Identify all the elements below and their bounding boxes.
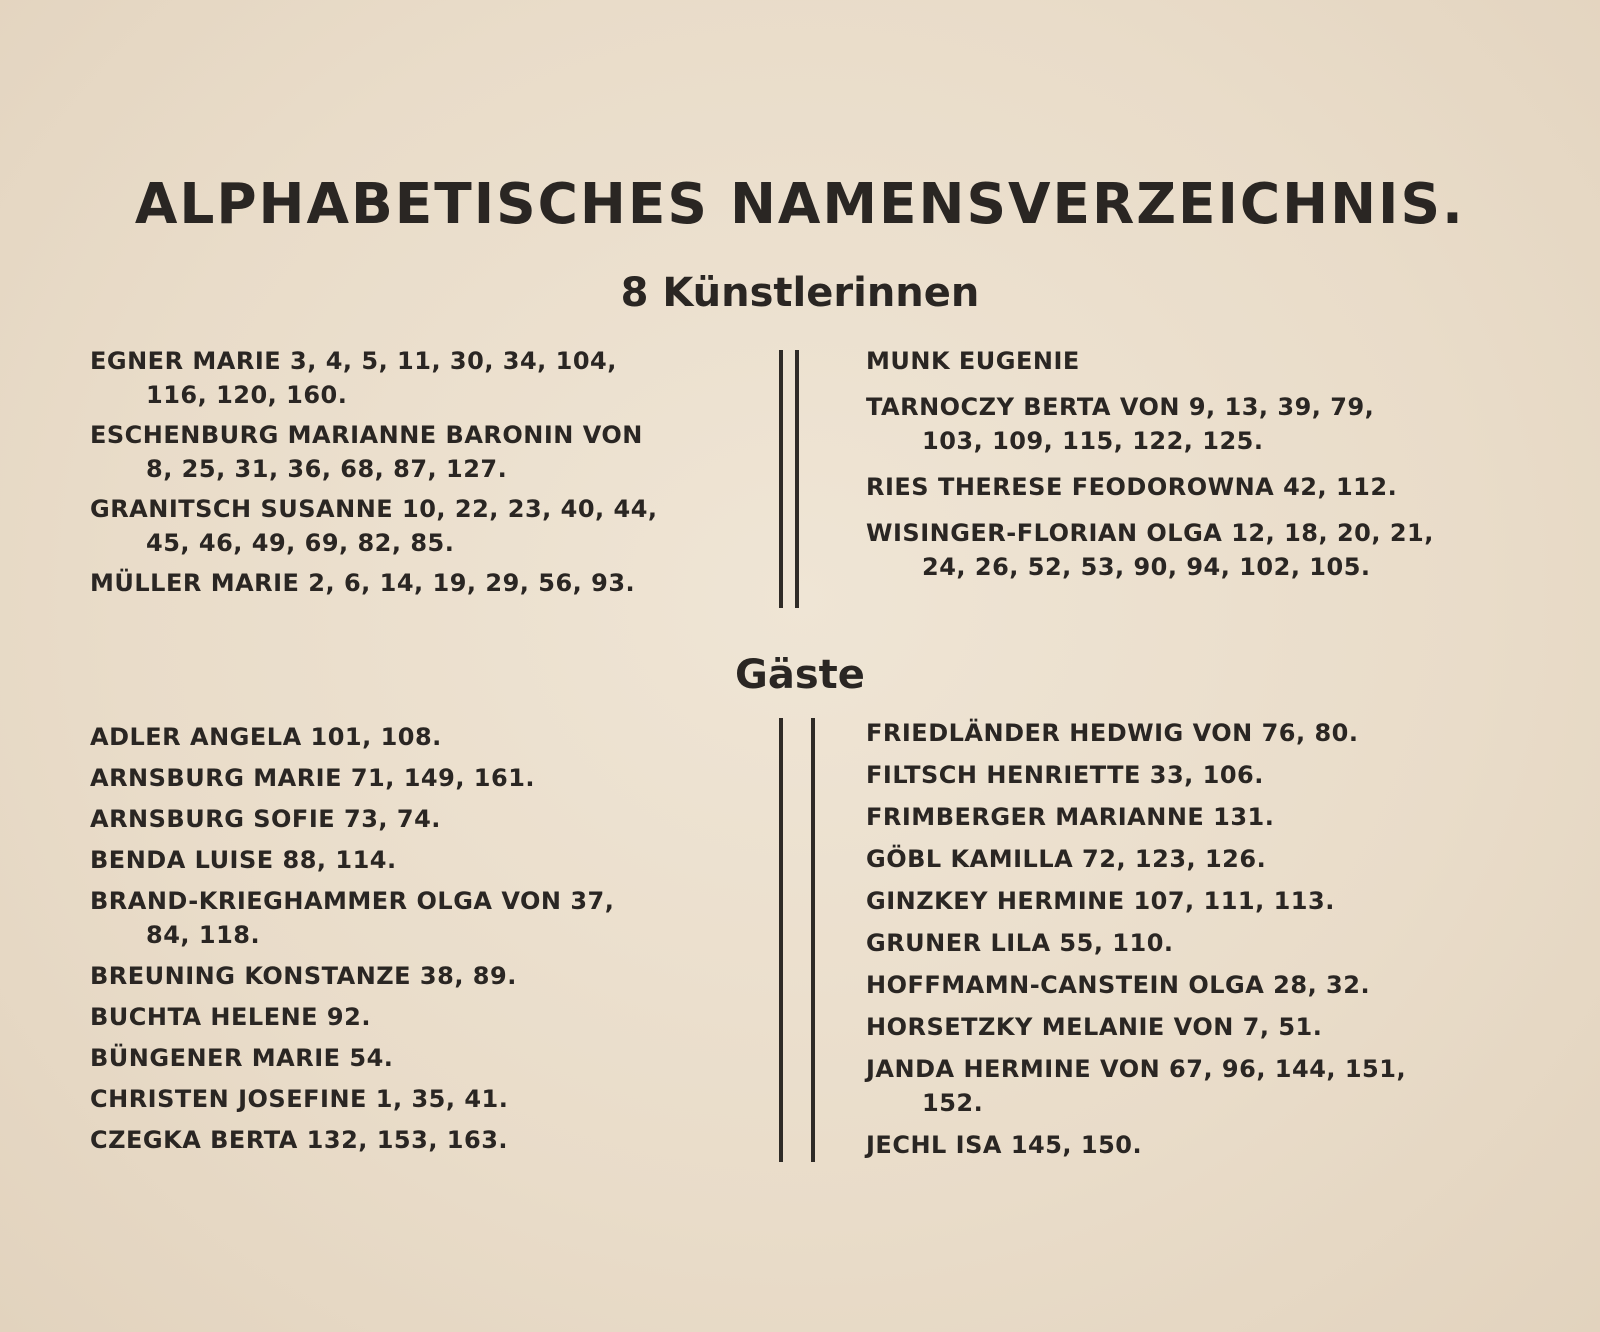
gaeste-right-column bbox=[866, 716, 1556, 1162]
entry-line: FRIMBERGER MARIANNE 131. bbox=[866, 803, 1275, 831]
entry-line: MUNK EUGENIE bbox=[866, 347, 1080, 375]
list-item bbox=[90, 720, 750, 754]
list-item bbox=[866, 470, 1556, 504]
entry-continuation: 24, 26, 52, 53, 90, 94, 102, 105. bbox=[922, 553, 1371, 581]
entry-line: BUCHTA HELENE 92. bbox=[90, 1003, 371, 1031]
list-item bbox=[866, 968, 1556, 1002]
entry-line: GRUNER LILA 55, 110. bbox=[866, 929, 1174, 957]
entry-continuation: 103, 109, 115, 122, 125. bbox=[922, 427, 1264, 455]
list-item bbox=[90, 1082, 750, 1116]
entry-line: GÖBL KAMILLA 72, 123, 126. bbox=[866, 845, 1267, 873]
list-item bbox=[90, 1041, 750, 1075]
list-item bbox=[866, 758, 1556, 792]
entry-line: BREUNING KONSTANZE 38, 89. bbox=[90, 962, 517, 990]
list-item bbox=[866, 1052, 1556, 1120]
entry-line: MÜLLER MARIE 2, 6, 14, 19, 29, 56, 93. bbox=[90, 569, 636, 597]
entry-line: JECHL ISA 145, 150. bbox=[866, 1131, 1143, 1159]
entry-line: ESCHENBURG MARIANNE BARONIN VON bbox=[90, 421, 643, 449]
section-heading-kuenstlerinnen: 8 Künstlerinnen bbox=[620, 270, 980, 316]
entry-line: EGNER MARIE 3, 4, 5, 11, 30, 34, 104, bbox=[90, 347, 617, 375]
section-heading-gaeste: Gäste bbox=[735, 652, 865, 698]
list-item bbox=[866, 390, 1556, 458]
entry-line: BRAND-KRIEGHAMMER OLGA VON 37, bbox=[90, 887, 615, 915]
list-item bbox=[90, 884, 750, 952]
entry-line: TARNOCZY BERTA VON 9, 13, 39, 79, bbox=[866, 393, 1375, 421]
column-divider-right-rule bbox=[811, 718, 815, 1162]
list-item bbox=[90, 1000, 750, 1034]
entry-continuation: 152. bbox=[922, 1089, 984, 1117]
entry-line: FRIEDLÄNDER HEDWIG VON 76, 80. bbox=[866, 719, 1359, 747]
kuenstlerinnen-left-column bbox=[90, 344, 750, 600]
list-item bbox=[866, 1128, 1556, 1162]
entry-line: BÜNGENER MARIE 54. bbox=[90, 1044, 394, 1072]
entry-line: ARNSBURG MARIE 71, 149, 161. bbox=[90, 764, 536, 792]
list-item bbox=[866, 926, 1556, 960]
column-divider-left-rule bbox=[779, 350, 783, 608]
column-divider-right-rule bbox=[795, 350, 799, 608]
entry-continuation: 45, 46, 49, 69, 82, 85. bbox=[146, 529, 455, 557]
list-item bbox=[90, 344, 750, 412]
page-title: ALPHABETISCHES NAMENSVERZEICHNIS. bbox=[135, 172, 1465, 237]
column-divider-left-rule bbox=[779, 718, 783, 1162]
entry-continuation: 8, 25, 31, 36, 68, 87, 127. bbox=[146, 455, 508, 483]
list-item bbox=[866, 516, 1556, 584]
entry-line: GRANITSCH SUSANNE 10, 22, 23, 40, 44, bbox=[90, 495, 658, 523]
list-item bbox=[866, 884, 1556, 918]
entry-line: WISINGER-FLORIAN OLGA 12, 18, 20, 21, bbox=[866, 519, 1434, 547]
list-item bbox=[90, 492, 750, 560]
list-item bbox=[90, 843, 750, 877]
list-item bbox=[866, 344, 1556, 378]
gaeste-left-column bbox=[90, 720, 750, 1157]
entry-line: HORSETZKY MELANIE VON 7, 51. bbox=[866, 1013, 1323, 1041]
list-item bbox=[866, 716, 1556, 750]
entry-continuation: 116, 120, 160. bbox=[146, 381, 348, 409]
list-item bbox=[90, 959, 750, 993]
entry-line: FILTSCH HENRIETTE 33, 106. bbox=[866, 761, 1264, 789]
entry-line: BENDA LUISE 88, 114. bbox=[90, 846, 397, 874]
list-item bbox=[866, 842, 1556, 876]
list-item bbox=[866, 800, 1556, 834]
entry-line: CHRISTEN JOSEFINE 1, 35, 41. bbox=[90, 1085, 509, 1113]
entry-line: CZEGKA BERTA 132, 153, 163. bbox=[90, 1126, 509, 1154]
kuenstlerinnen-right-column bbox=[866, 344, 1556, 584]
list-item bbox=[90, 566, 750, 600]
entry-line: HOFFMAMN-CANSTEIN OLGA 28, 32. bbox=[866, 971, 1371, 999]
entry-line: ARNSBURG SOFIE 73, 74. bbox=[90, 805, 441, 833]
entry-line: JANDA HERMINE VON 67, 96, 144, 151, bbox=[866, 1055, 1407, 1083]
list-item bbox=[866, 1010, 1556, 1044]
entry-line: ADLER ANGELA 101, 108. bbox=[90, 723, 442, 751]
entry-continuation: 84, 118. bbox=[146, 921, 261, 949]
entry-line: GINZKEY HERMINE 107, 111, 113. bbox=[866, 887, 1335, 915]
list-item bbox=[90, 802, 750, 836]
list-item bbox=[90, 1123, 750, 1157]
list-item bbox=[90, 418, 750, 486]
list-item bbox=[90, 761, 750, 795]
entry-line: RIES THERESE FEODOROWNA 42, 112. bbox=[866, 473, 1398, 501]
